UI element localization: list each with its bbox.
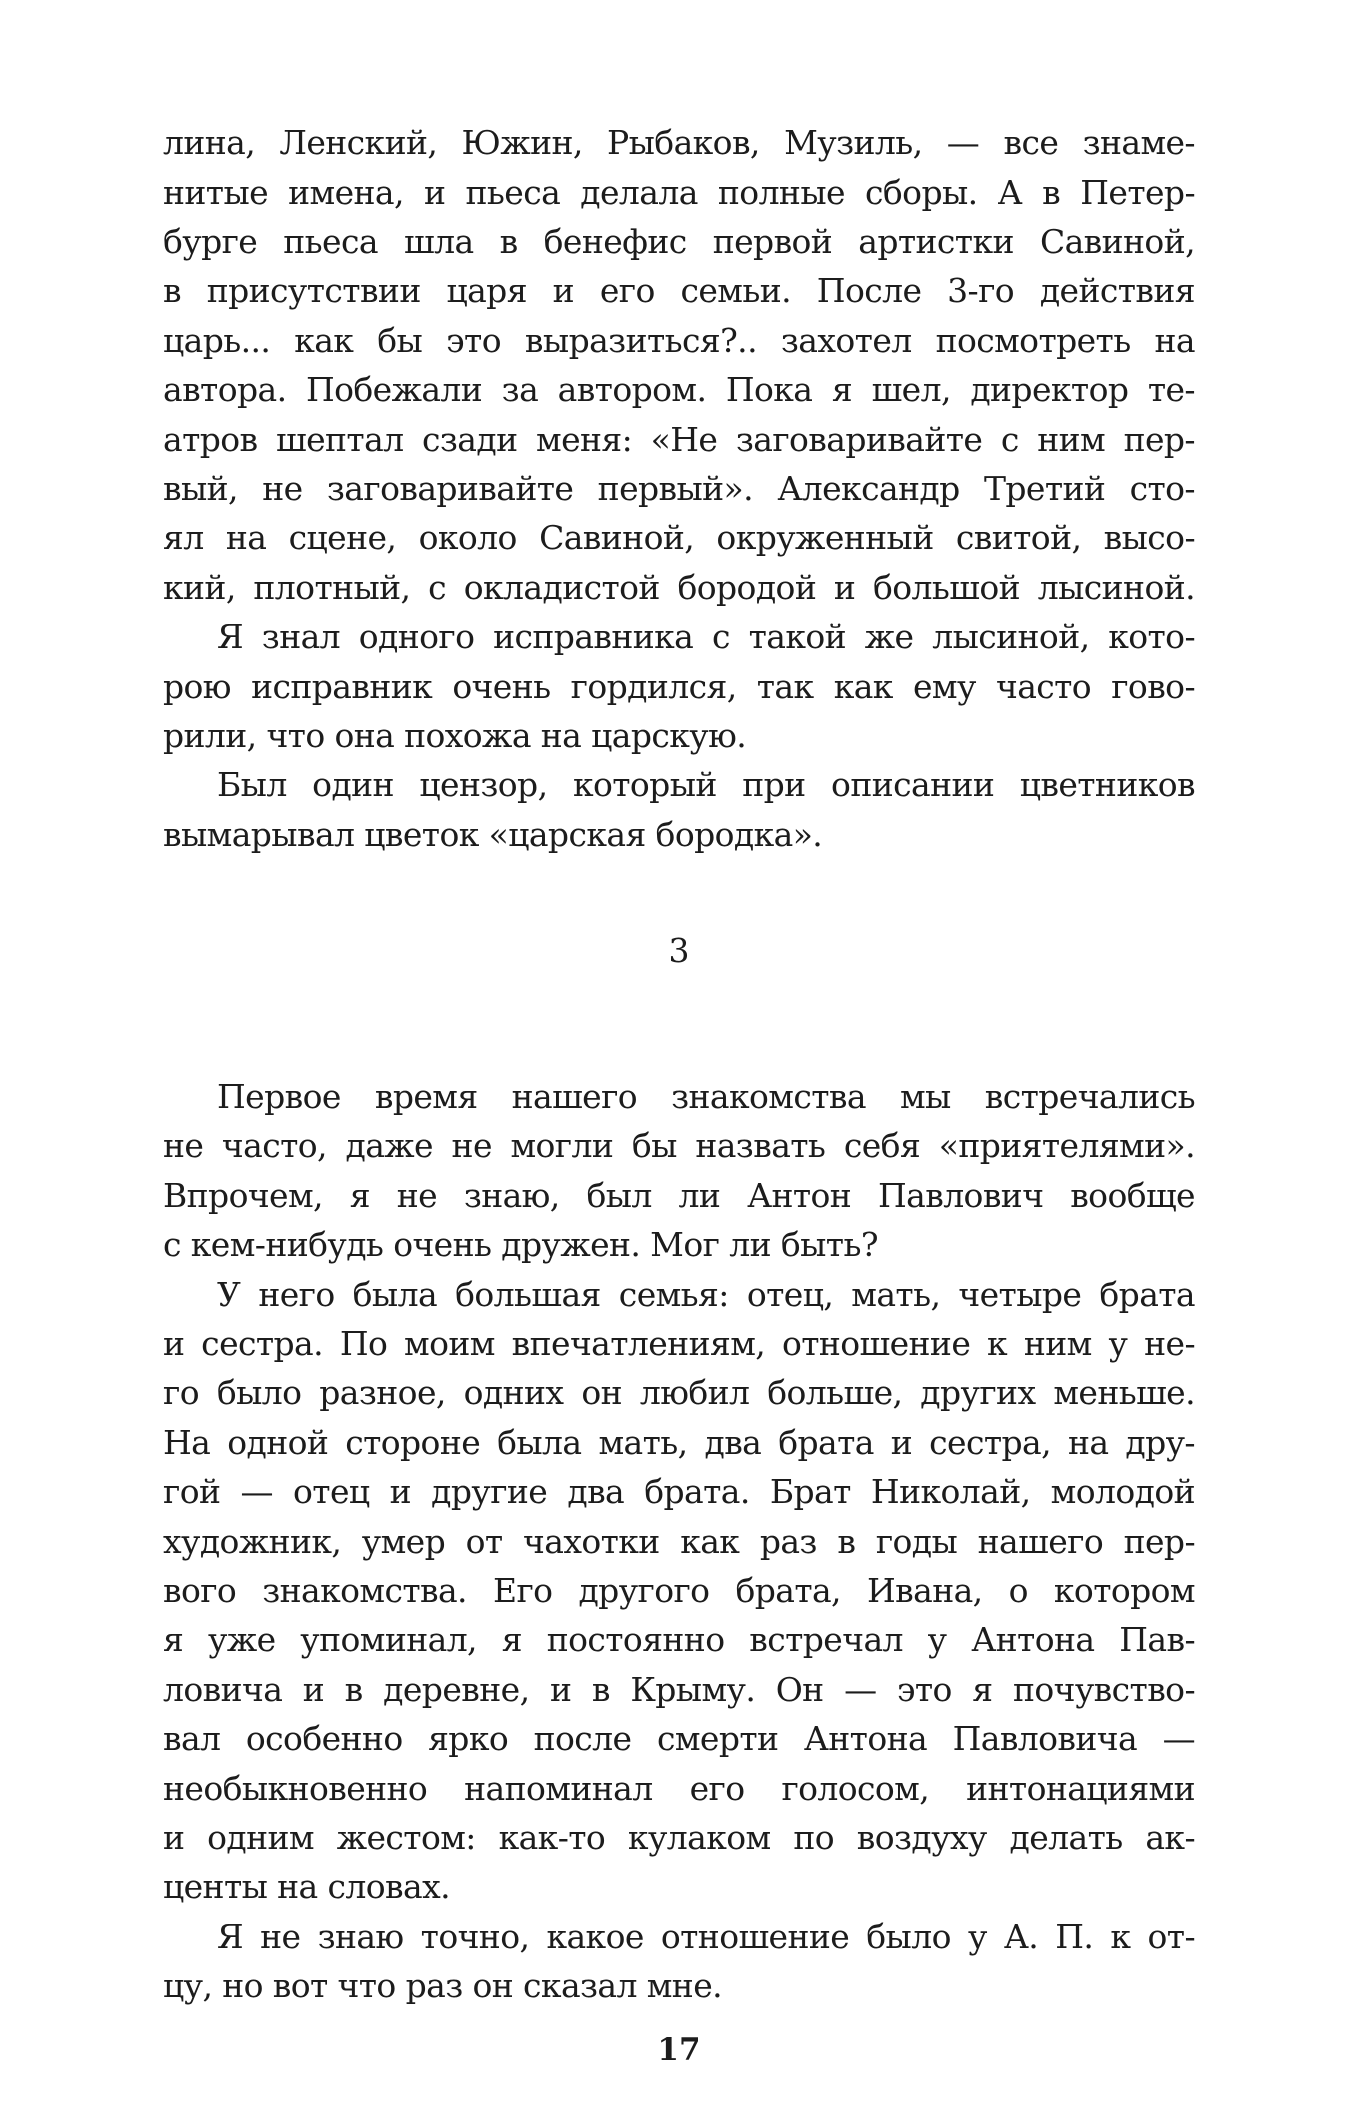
text-line: вымарывал цветок «царская бородка». (163, 815, 823, 854)
text-line: бурге пьеса шла в бенефис первой артистки Савиной, (163, 222, 1195, 261)
text-line: Первое время нашего знакомства мы встречались (217, 1077, 1195, 1116)
text-line: кий, плотный, с окладистой бородой и большой лысиной. (163, 568, 1195, 607)
text-line: вого знакомства. Его другого брата, Ивана, о котором (163, 1571, 1195, 1610)
text-line: вый, не заговаривайте первый». Александр Третий сто- (163, 469, 1195, 508)
text-line: нитые имена, и пьеса делала полные сборы. А в Петер- (163, 173, 1195, 212)
text-line: царь... как бы это выразиться?.. захотел посмотреть на (163, 321, 1195, 360)
text-line: ловича и в деревне, и в Крыму. Он — это я почувство- (163, 1670, 1195, 1709)
text-line: гой — отец и другие два брата. Брат Николай, молодой (163, 1472, 1195, 1511)
text-line: лина, Ленский, Южин, Рыбаков, Музиль, — все знаме- (163, 123, 1195, 162)
text-line: Был один цензор, который при описании цветников (217, 765, 1195, 804)
section-number: 3 (668, 931, 690, 970)
text-line: не часто, даже не могли бы назвать себя «приятелями». (163, 1126, 1195, 1165)
text-line: я уже упоминал, я постоянно встречал у Антона Пав- (163, 1620, 1195, 1659)
text-line: необыкновенно напоминал его голосом, интонациями (163, 1769, 1195, 1808)
text-line: с кем-нибудь очень дружен. Мог ли быть? (163, 1225, 878, 1264)
text-line: цу, но вот что раз он сказал мне. (163, 1966, 723, 2005)
text-line: На одной стороне была мать, два брата и сестра, на дру- (163, 1423, 1195, 1462)
text-line: и сестра. По моим впечатлениям, отношение к ним у не- (163, 1324, 1195, 1363)
text-line: го было разное, одних он любил больше, других меньше. (163, 1373, 1195, 1412)
text-line: Я не знаю точно, какое отношение было у А. П. к от- (217, 1917, 1195, 1956)
text-line: художник, умер от чахотки как раз в годы нашего пер- (163, 1522, 1195, 1561)
text-line: Я знал одного исправника с такой же лысиной, кото- (217, 617, 1195, 656)
text-line: рою исправник очень гордился, так как ему часто гово- (163, 667, 1195, 706)
text-line: и одним жестом: как-то кулаком по воздуху делать ак- (163, 1818, 1195, 1857)
text-line: Впрочем, я не знаю, был ли Антон Павлович вообще (163, 1176, 1195, 1215)
book-page (163, 118, 1195, 2078)
text-line: автора. Побежали за автором. Пока я шел, директор те- (163, 370, 1195, 409)
text-line: центы на словах. (163, 1867, 450, 1906)
page-number: 17 (657, 2032, 701, 2068)
text-line: вал особенно ярко после смерти Антона Павловича — (163, 1719, 1195, 1758)
text-line: в присутствии царя и его семьи. После 3-го действия (163, 271, 1195, 310)
text-line: ял на сцене, около Савиной, окруженный свитой, высо- (163, 518, 1195, 557)
text-line: атров шептал сзади меня: «Не заговаривайте с ним пер- (163, 420, 1195, 459)
text-line: У него была большая семья: отец, мать, четыре брата (217, 1275, 1195, 1314)
text-line: рили, что она похожа на царскую. (163, 716, 747, 755)
